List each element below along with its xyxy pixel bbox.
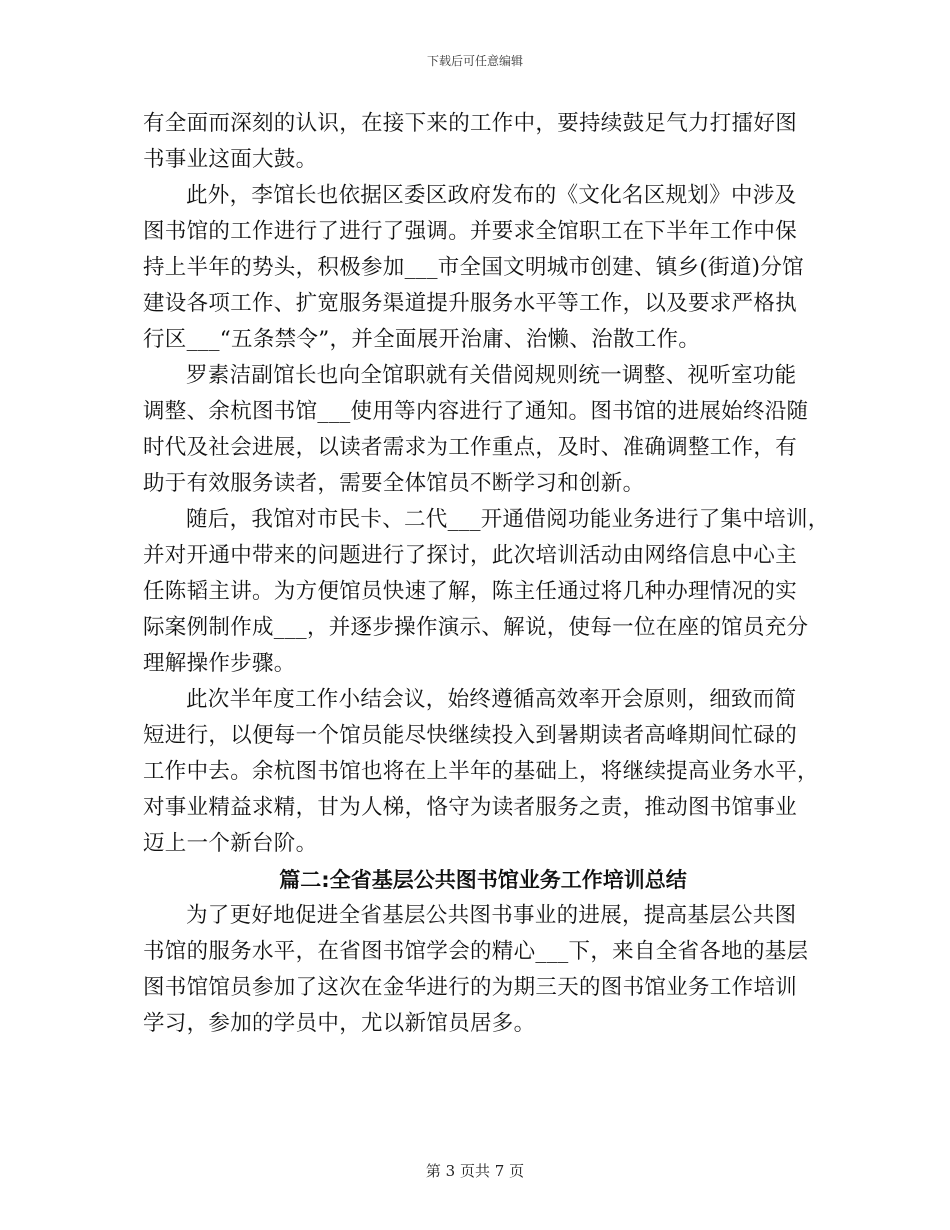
document-body xyxy=(143,106,830,1042)
text-line: 书馆的服务水平，在省图书馆学会的精心___下，来自全省各地的基层 xyxy=(143,939,809,964)
text-line: 工作中去。余杭图书馆也将在上半年的基础上，将继续提高业务水平， xyxy=(143,759,819,784)
text-line: 书事业这面大鼓。 xyxy=(143,147,318,172)
text-line: 有全面而深刻的认识，在接下来的工作中，要持续鼓足气力打擂好图 xyxy=(143,111,798,136)
text-line: 迈上一个新台阶。 xyxy=(143,831,318,856)
text-line: 图书馆的工作进行了进行了强调。并要求全馆职工在下半年工作中保 xyxy=(143,219,798,244)
text-line: 调整、余杭图书馆___使用等内容进行了通知。图书馆的进展始终沿随 xyxy=(143,399,809,424)
text-line: 时代及社会进展，以读者需求为工作重点，及时、准确调整工作，有 xyxy=(143,435,798,460)
text-line: 际案例制作成___，并逐步操作演示、解说，使每一位在座的馆员充分 xyxy=(143,615,809,640)
text-line: 图书馆馆员参加了这次在金华进行的为期三天的图书馆业务工作培训 xyxy=(143,975,798,1000)
text-line: 此次半年度工作小结会议，始终遵循高效率开会原则，细致而简 xyxy=(186,687,797,712)
text-line: 助于有效服务读者，需要全体馆员不断学习和创新。 xyxy=(143,471,645,496)
page-footer: 第 3 页共 7 页 xyxy=(425,1162,525,1180)
text-line: 短进行，以便每一个馆员能尽快继续投入到暑期读者高峰期间忙碌的 xyxy=(143,723,798,748)
text-block-a xyxy=(143,106,830,862)
text-block-b xyxy=(143,898,823,1042)
text-line: 建设各项工作、扩宽服务渠道提升服务水平等工作，以及要求严格执 xyxy=(143,291,798,316)
text-line: 持上半年的势头，积极参加___市全国文明城市创建、镇乡(街道)分馆 xyxy=(143,255,804,280)
text-line: 学习，参加的学员中，尤以新馆员居多。 xyxy=(143,1011,536,1036)
text-line: 对事业精益求精，甘为人梯，恪守为读者服务之责，推动图书馆事业 xyxy=(143,795,798,820)
text-line: 为了更好地促进全省基层公共图书事业的进展，提高基层公共图 xyxy=(186,903,797,928)
text-line: 罗素洁副馆长也向全馆职就有关借阅规则统一调整、视听室功能 xyxy=(186,363,797,388)
text-line: 此外，李馆长也依据区委区政府发布的《文化名区规划》中涉及 xyxy=(186,183,797,208)
page-header: 下载后可任意编辑 xyxy=(426,54,523,68)
text-line: 行区___“五条禁令”，并全面展开治庸、治懒、治散工作。 xyxy=(143,327,701,352)
text-line: 任陈韬主讲。为方便馆员快速了解，陈主任通过将几种办理情况的实 xyxy=(143,579,798,604)
section-heading: 篇二:全省基层公共图书馆业务工作培训总结 xyxy=(279,868,687,892)
text-line: 并对开通中带来的问题进行了探讨，此次培训活动由网络信息中心主 xyxy=(143,543,798,568)
text-line: 随后，我馆对市民卡、二代___开通借阅功能业务进行了集中培训， xyxy=(186,507,830,532)
text-line: 理解操作步骤。 xyxy=(143,651,296,676)
